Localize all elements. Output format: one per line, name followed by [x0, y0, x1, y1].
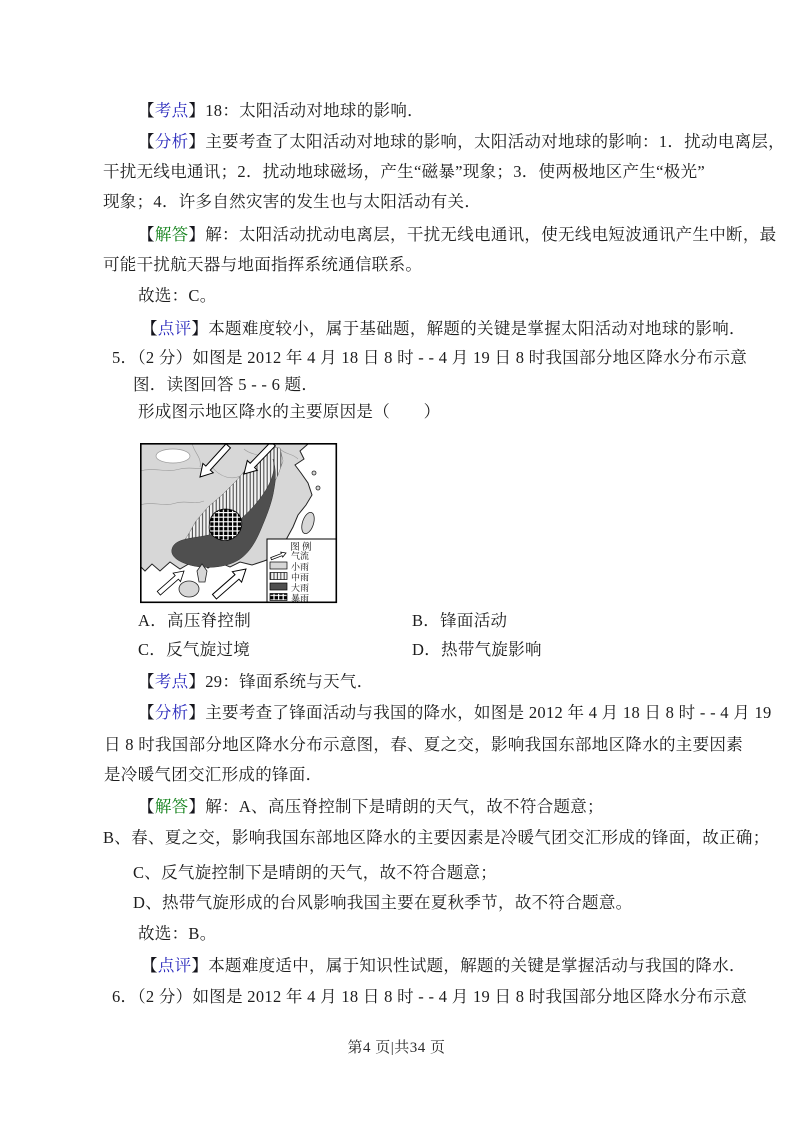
line-text: 可能干扰航天器与地面指挥系统通信联系。: [103, 255, 423, 274]
precipitation-map-figure: [140, 443, 345, 608]
dianping-label: [141, 956, 208, 975]
bracket-close: 】: [188, 132, 206, 151]
line-text: B．锋面活动: [412, 611, 508, 630]
bracket-close: 】: [188, 672, 206, 691]
option-a: [138, 606, 251, 636]
line-text: D．热带气旋影响: [412, 640, 542, 659]
question6-line1: [112, 982, 747, 1012]
legend-label-light-rain: 小雨: [291, 562, 310, 572]
answer5-jieda-line4: [133, 888, 632, 918]
bracket-close: 】: [188, 101, 206, 120]
answer5-fenxi-line2: [104, 730, 743, 760]
kaodian-label: [138, 101, 205, 120]
legend-label-rainstorm: 暴雨: [291, 593, 310, 604]
answer5-jieda-line1: [138, 792, 604, 822]
line-text: 图．读图回答 5 - - 6 题．: [133, 375, 319, 394]
line-text: 主要考查了太阳活动对地球的影响，太阳活动对地球的影响：1．扰动电离层，: [205, 132, 785, 151]
precipitation-map-svg: [140, 443, 345, 608]
line-text: C．反气旋过境: [138, 640, 251, 659]
bracket-close: 】: [188, 797, 206, 816]
answer4-kaodian-line: [138, 96, 424, 126]
line-text: 本题难度适中，属于知识性试题，解题的关键是掌握活动与我国的降水．: [208, 956, 746, 975]
legend-title: 图 例: [290, 543, 312, 553]
jieda-label: [138, 797, 205, 816]
line-text: 是冷暖气团交汇形成的锋面．: [104, 765, 323, 784]
answer5-final-answer: [138, 919, 217, 949]
bracket-open: 【: [138, 225, 155, 244]
line-text: 本题难度较小，属于基础题，解题的关键是掌握太阳活动对地球的影响．: [208, 319, 746, 338]
light-rain-swatch: [270, 562, 287, 569]
fenxi-label: [138, 132, 205, 151]
answer5-jieda-line2: [103, 823, 770, 853]
rainstorm-region: [209, 509, 242, 541]
legend-label-airflow: 气流: [291, 551, 310, 561]
fenxi-label-text: 分析: [154, 703, 189, 722]
rainstorm-swatch: [270, 594, 287, 601]
legend-label-heavy-rain: 大雨: [291, 583, 310, 593]
question5-stem: [138, 397, 440, 427]
answer4-fenxi-line2: [103, 157, 705, 187]
fenxi-label: [138, 703, 205, 722]
kaodian-label: [138, 672, 205, 691]
medium-rain-swatch: [270, 573, 287, 580]
bracket-open: 【: [138, 672, 155, 691]
bracket-close: 】: [188, 225, 206, 244]
line-text: 6．（2 分）如图是 2012 年 4 月 18 日 8 时 - - 4 月 19 日 8 时我国部分地区降水分布示意: [112, 987, 748, 1006]
bracket-open: 【: [141, 956, 158, 975]
answer5-jieda-line3: [133, 858, 497, 888]
jieda-label-text: 解答: [154, 225, 189, 244]
bracket-open: 【: [141, 319, 158, 338]
question5-line1: [112, 343, 747, 373]
line-text: 5．（2 分）如图是 2012 年 4 月 18 日 8 时 - - 4 月 19 日 8 时我国部分地区降水分布示意: [112, 348, 748, 367]
answer4-final-answer: [138, 281, 217, 311]
map-legend: [267, 539, 336, 604]
line-text: 故选：B。: [138, 924, 217, 943]
line-text: 解：太阳活动扰动电离层，干扰无线电通讯，使无线电短波通讯产生中断，最: [205, 225, 777, 244]
line-text: 主要考查了锋面活动与我国的降水，如图是 2012 年 4 月 18 日 8 时 - - 4 月 19: [205, 703, 772, 722]
line-text: B、春、夏之交，影响我国东部地区降水的主要因素是冷暖气团交汇形成的锋面，故正确；: [103, 828, 770, 847]
answer5-dianping-line: [141, 951, 746, 981]
line-text: 干扰无线电通讯；2．扰动地球磁场，产生“磁暴”现象；3．使两极地区产生“极光”: [103, 162, 705, 181]
line-text: 日 8 时我国部分地区降水分布示意图，春、夏之交，影响我国东部地区降水的主要因素: [104, 735, 743, 754]
option-c: [138, 635, 250, 665]
option-d: [412, 635, 542, 665]
bracket-open: 【: [138, 132, 155, 151]
line-text: 18：太阳活动对地球的影响．: [205, 101, 424, 120]
kaodian-label-text: 考点: [154, 101, 189, 120]
page-number-footer: [0, 1036, 793, 1057]
bracket-close: 】: [191, 956, 209, 975]
fenxi-label-text: 分析: [154, 132, 189, 151]
jieda-label-text: 解答: [154, 797, 189, 816]
answer4-jieda-line2: [103, 250, 422, 280]
answer4-dianping-line: [141, 314, 746, 344]
heavy-rain-swatch: [270, 583, 287, 590]
kaodian-label-text: 考点: [154, 672, 189, 691]
line-text: 解：A、高压脊控制下是晴朗的天气，故不符合题意；: [205, 797, 604, 816]
legend-label-medium-rain: 中雨: [291, 572, 310, 583]
dianping-label-text: 点评: [157, 956, 192, 975]
line-text: 形成图示地区降水的主要原因是（ ）: [138, 402, 441, 421]
bracket-open: 【: [138, 797, 155, 816]
line-text: D、热带气旋形成的台风影响我国主要在夏秋季节，故不符合题意。: [133, 893, 633, 912]
option-b: [412, 606, 507, 636]
answer5-fenxi-line1: [138, 698, 772, 728]
bracket-close: 】: [188, 703, 206, 722]
line-text: 29：锋面系统与天气．: [205, 672, 374, 691]
bracket-open: 【: [138, 101, 155, 120]
answer5-fenxi-line3: [104, 760, 322, 790]
answer5-kaodian-line: [138, 667, 374, 697]
line-text: 现象；4．许多自然灾害的发生也与太阳活动有关．: [103, 192, 482, 211]
answer4-fenxi-line3: [103, 187, 481, 217]
answer4-jieda-line1: [138, 220, 776, 250]
line-text: A．高压脊控制: [138, 611, 252, 630]
question5-line2: [133, 370, 318, 400]
dianping-label-text: 点评: [157, 319, 192, 338]
line-text: 故选：C。: [138, 286, 217, 305]
page-number-text: 第4 页|共34 页: [347, 1040, 446, 1056]
map-lake: [156, 449, 190, 463]
bracket-open: 【: [138, 703, 155, 722]
answer4-fenxi-line1: [138, 127, 785, 157]
line-text: C、反气旋控制下是晴朗的天气，故不符合题意；: [133, 863, 498, 882]
jieda-label: [138, 225, 205, 244]
bracket-close: 】: [191, 319, 209, 338]
dianping-label: [141, 319, 208, 338]
